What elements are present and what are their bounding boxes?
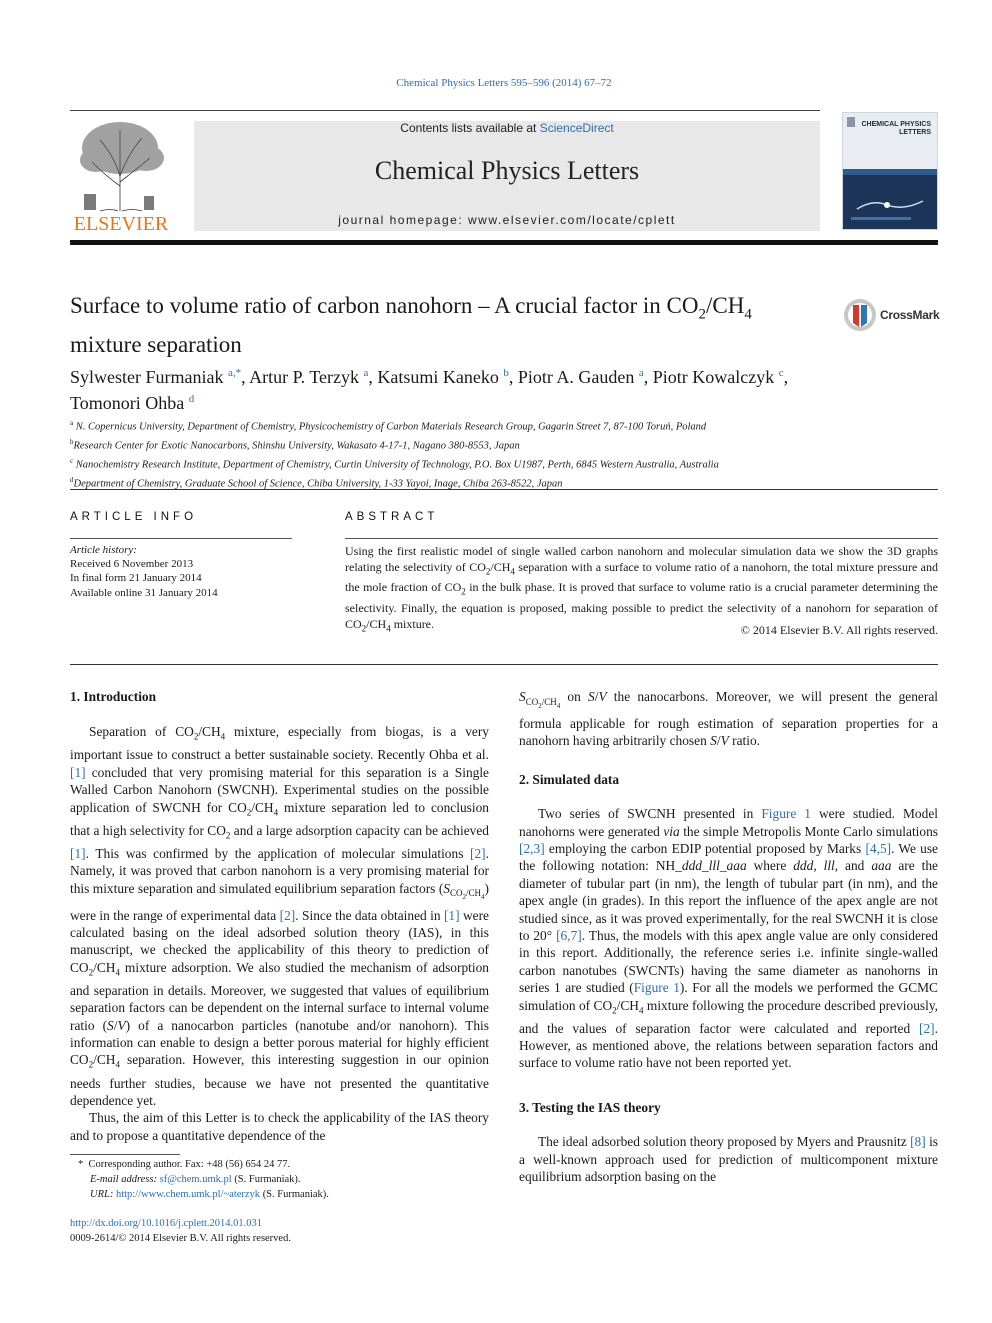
doi-block: [70, 1216, 489, 1246]
author-affiliation-link[interactable]: b: [503, 367, 509, 379]
divider: [70, 538, 292, 539]
figure-link[interactable]: Figure 1: [633, 980, 680, 996]
article-title: Surface to volume ratio of carbon nanohorn – A crucial factor in $CO_2/CH_4$ mixture separation: [70, 293, 752, 357]
history-label: Article history:: [70, 544, 137, 556]
body-paragraph: Thus, the aim of this Letter is to check the applicability of the IAS theory and to propose a quantitative dependence of the: [70, 1110, 489, 1143]
figure-link[interactable]: Figure 1: [761, 806, 811, 822]
citation-link[interactable]: [1]: [70, 845, 86, 861]
footnote-rule: [70, 1154, 180, 1155]
citation-link[interactable]: [2,3]: [519, 840, 545, 856]
section-heading: 1. Introduction: [70, 689, 157, 704]
author-email-link[interactable]: sf@chem.umk.pl: [159, 1174, 232, 1185]
body-paragraph: Separation of $CO_2/CH_4$ mixture, especially from biogas, is a very important issue to construct a better sustainable society. Recently Ohba et al. [1] concluded that very promising material for this separation is a Single Walled Carbon Nanohorn (SWCNH). Experimental studies on the possible application of SWCNH for $CO_2/CH_4$ mixture separation led to conclusion that a high selectivity for $CO_2$ and a large adsorption capacity can be achieved [1]. This was confirmed by the application of molecular simulations [2]. Namely, it was proved that carbon nanohorn is a very promising material for this mixture separation and simulated equilibrium separation factors $(S_{CO_2/CH_4})$ were in the range of experimental data [2]. Since the data obtained in [1] were calculated basing on the ideal adsorbed solution theory (IAS), in this manuscript, we checked the applicability of this theory to prediction of $CO_2/CH_4$ mixture adsorption. We also studied the mechanism of adsorption and separation in details. Moreover, we suggested that values of equilibrium separation factors can be dependent on the internal surface to internal volume ratio (S/V) of a nanocarbon particles (nanotube and/or nanohorn). This information can enable to design a better porous material for highly efficient $CO_2/CH_4$ separation. However, this interesting suggestion in our opinion needs further studies, because we have not presented the quantitative dependence yet.: [70, 724, 490, 1108]
author: Artur P. Terzyk $^a$,: [249, 367, 378, 387]
body-paragraph: The ideal adsorbed solution theory proposed by Myers and Prausnitz [8] is a well-known approach used for prediction of multicomponent mixture equilibrium adsorption basing on the: [519, 1134, 939, 1185]
article-history: [70, 543, 292, 600]
author-affiliation-link[interactable]: c: [778, 367, 784, 379]
affiliation: $^d$Department of Chemistry, Graduate School of Science, Chiba University, 1-33 Yayoi, Inage, Chiba 263-8522, Japan: [70, 476, 563, 490]
section-heading: 3. Testing the IAS theory: [519, 1099, 661, 1115]
journal-name: Chemical Physics Letters: [374, 156, 640, 185]
journal-reference[interactable]: Chemical Physics Letters 595–596 (2014) 67–72: [396, 77, 612, 89]
author: Piotr Kowalczyk $^c$,: [652, 367, 789, 387]
abstract-copyright: © 2014 Elsevier B.V. All rights reserved.: [740, 623, 938, 637]
citation-link[interactable]: [1]: [70, 764, 86, 780]
author-affiliation-link[interactable]: d: [188, 393, 195, 405]
received-date: Received 6 November 2013: [70, 558, 194, 571]
crossmark-badge[interactable]: [842, 297, 942, 333]
elsevier-logo[interactable]: [70, 116, 172, 234]
affiliation: $^b$Research Center for Exotic Nanocarbons, Shinshu University, Wakasato 4-17-1, Nagano 380-8553, Japan: [70, 438, 520, 452]
issn-line: 0009-2614/© 2014 Elsevier B.V. All rights reserved.: [70, 1233, 291, 1244]
divider: [70, 664, 938, 665]
author-affiliation-link[interactable]: a: [363, 367, 369, 379]
publisher-wordmark: ELSEVIER: [73, 213, 169, 234]
divider: [345, 538, 938, 539]
author-list: [70, 362, 938, 414]
affiliation: $^c$ Nanochemistry Research Institute, Department of Chemistry, Curtin University of Technology, P.O. Box U1987, Perth, 6845 Western Australia, Australia: [70, 457, 719, 471]
affiliation: $^a$ N. Copernicus University, Department of Chemistry, Physicochemistry of Carbon Materials Research Group, Gagarin Street 7, 87-100 Toruń, Poland: [70, 419, 707, 433]
abstract-heading: ABSTRACT: [345, 511, 439, 523]
author-affiliation-link[interactable]: a: [638, 367, 644, 379]
author: Katsumi Kaneko $^b$,: [377, 367, 518, 387]
citation-link[interactable]: [8]: [910, 1134, 926, 1150]
author: Piotr A. Gauden $^a$,: [517, 367, 653, 387]
body-paragraph: $S_{CO_2/CH_4}$ on S/V the nanocarbons. Moreover, we will present the general formula applicable for rough estimation of separation properties for a nanohorn having arbitrarily chosen S/V ratio.: [519, 689, 938, 749]
right-column: [519, 688, 938, 1185]
citation-link[interactable]: [4,5]: [865, 840, 892, 856]
header-thick-rule: [70, 240, 938, 245]
elsevier-tree-icon: [70, 116, 172, 234]
cover-title: CHEMICAL PHYSICS LETTERS: [861, 121, 931, 136]
journal-cover-thumbnail[interactable]: [842, 112, 938, 230]
sciencedirect-link[interactable]: ScienceDirect: [539, 121, 614, 135]
cover-art-icon: [843, 113, 938, 230]
body-paragraph: Two series of SWCNH presented in Figure 1 were studied. Model nanohorns were generated via the simple Metropolis Monte Carlo simulations [2,3] employing the carbon EDIP potential proposed by Marks [4,5]. We use the following notation: NH_ddd_lll_aaa where ddd, lll, and aaa are the diameter of tubular part (in nm), the length of tubular part (in nm), and the apex angle (in grades). In this report the influence of the apex angle are not studied since, as it was proved experimentally, for the real SWCNH it is close to 20° [6,7]. Thus, the models with this apex angle value are only considered in this report. Additionally, the reference series i.e. infinite single-walled carbon nanotubes (SWCNTs) having the same diameter as nanohorns in series 1 are studied (Figure 1). For all the models we performed the GCMC simulation of $CO_2/CH_4$ mixture following the procedure described previously, and the values of separation factor were calculated and reported [2]. However, as mentioned above, the relations between separation factors and surface to volume ratio have not been reported yet.: [519, 806, 938, 1071]
crossmark-icon: [842, 297, 878, 333]
divider: [70, 489, 938, 490]
contents-line: Contents lists available at ScienceDirect: [400, 121, 614, 135]
journal-homepage[interactable]: journal homepage: www.elsevier.com/locate/cplett: [338, 213, 676, 227]
online-date: Available online 31 January 2014: [70, 586, 218, 599]
abstract-text: Using the first realistic model of single walled carbon nanohorn and molecular simulation data we show the 3D graphs relating the selectivity of $CO_2/CH_4$ separation with a surface to volume ratio of a nanohorn, the total mixture pressure and the mole fraction of $CO_2$ in the bulk phase. It is proved that surface to volume ratio is a crucial parameter determining the selectivity. Finally, the equation is proposed, making possible to predict the selectivity of a nanohorn for separation of $CO_2/CH_4$ mixture.: [345, 544, 938, 634]
author-url-link[interactable]: http://www.chem.umk.pl/~aterzyk: [115, 1189, 261, 1200]
citation-link[interactable]: [6,7]: [556, 927, 582, 943]
citation-link[interactable]: [2]: [279, 907, 296, 923]
article-info-heading: ARTICLE INFO: [70, 511, 198, 523]
corresponding-author-footnote: * Corresponding author. Fax: +48 (56) 654 24 77. E-mail address: sf@chem.umk.pl (S. Furmaniak). URL: http://www.chem.umk.pl/~aterzyk (S. Furmaniak).: [78, 1159, 329, 1200]
crossmark-label: CrossMark: [880, 308, 940, 322]
citation-link[interactable]: [2]: [919, 1020, 935, 1036]
citation-link[interactable]: [1]: [443, 907, 460, 923]
top-rule: [70, 110, 820, 111]
author-affiliation-link[interactable]: a,*: [227, 367, 242, 379]
author: Tomonori Ohba $^d$: [70, 393, 195, 413]
citation-link[interactable]: [2]: [470, 845, 486, 861]
left-column: [70, 688, 489, 1144]
author: Sylwester Furmaniak $^{a,*}$,: [70, 367, 250, 387]
affiliation-list: [70, 416, 938, 492]
revised-date: In final form 21 January 2014: [70, 572, 202, 585]
doi-link[interactable]: http://dx.doi.org/10.1016/j.cplett.2014.01.031: [70, 1218, 263, 1229]
section-heading: 2. Simulated data: [519, 771, 620, 787]
